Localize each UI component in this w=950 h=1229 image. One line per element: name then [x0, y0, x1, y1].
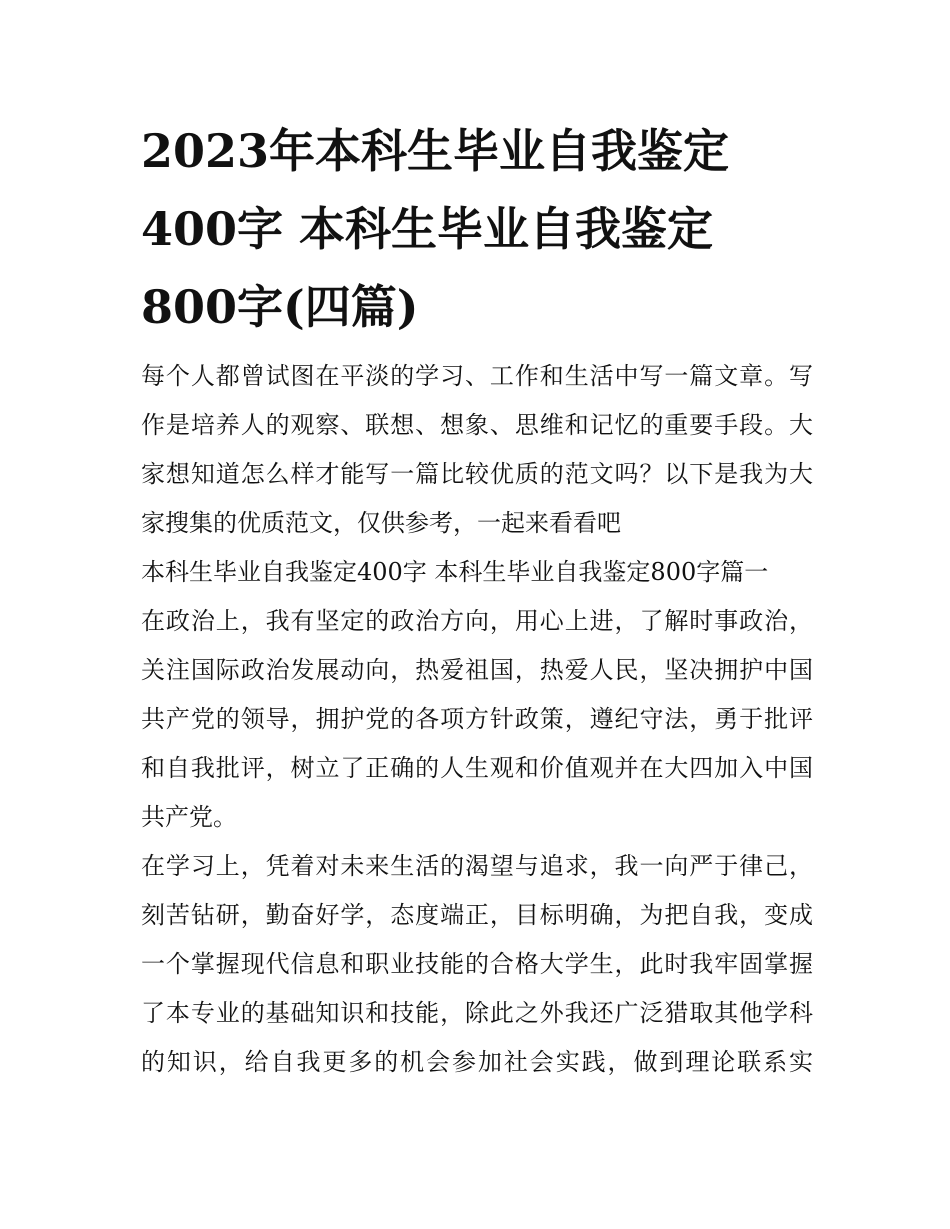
politics-paragraph [141, 597, 813, 842]
title-line: 800字(四篇) [141, 280, 419, 334]
text-line: 在政治上，我有坚定的政治方向，用心上进，了解时事政治， [141, 607, 813, 635]
document-title [141, 112, 813, 346]
text-line: 关注国际政治发展动向，热爱祖国，热爱人民，坚决拥护中国 [141, 656, 813, 684]
title-line: 400字 本科生毕业自我鉴定 [141, 202, 714, 256]
text-line: 共产党。 [141, 803, 237, 831]
intro-paragraph [141, 352, 813, 548]
text-line: 本科生毕业自我鉴定400字 本科生毕业自我鉴定800字篇一 [141, 558, 769, 586]
document-content [141, 112, 813, 1087]
document-body [141, 352, 813, 1087]
text-line: 家搜集的优质范文，仅供参考，一起来看看吧 [141, 509, 621, 537]
text-line: 的知识，给自我更多的机会参加社会实践，做到理论联系实 [141, 1048, 813, 1076]
text-line: 和自我批评，树立了正确的人生观和价值观并在大四加入中国 [141, 754, 813, 782]
text-line: 一个掌握现代信息和职业技能的合格大学生，此时我牢固掌握 [141, 950, 813, 978]
section-heading [141, 548, 813, 597]
text-line: 刻苦钻研，勤奋好学，态度端正，目标明确，为把自我，变成 [141, 901, 813, 929]
text-line: 在学习上，凭着对未来生活的渴望与追求，我一向严于律己， [141, 852, 813, 880]
text-line: 作是培养人的观察、联想、想象、思维和记忆的重要手段。大 [141, 411, 813, 439]
text-line: 每个人都曾试图在平淡的学习、工作和生活中写一篇文章。写 [141, 362, 813, 390]
text-line: 家想知道怎么样才能写一篇比较优质的范文吗？以下是我为大 [141, 460, 813, 488]
text-line: 共产党的领导，拥护党的各项方针政策，遵纪守法，勇于批评 [141, 705, 813, 733]
text-line: 了本专业的基础知识和技能，除此之外我还广泛猎取其他学科 [141, 999, 813, 1027]
study-paragraph [141, 842, 813, 1087]
title-line: 2023年本科生毕业自我鉴定 [141, 124, 730, 178]
